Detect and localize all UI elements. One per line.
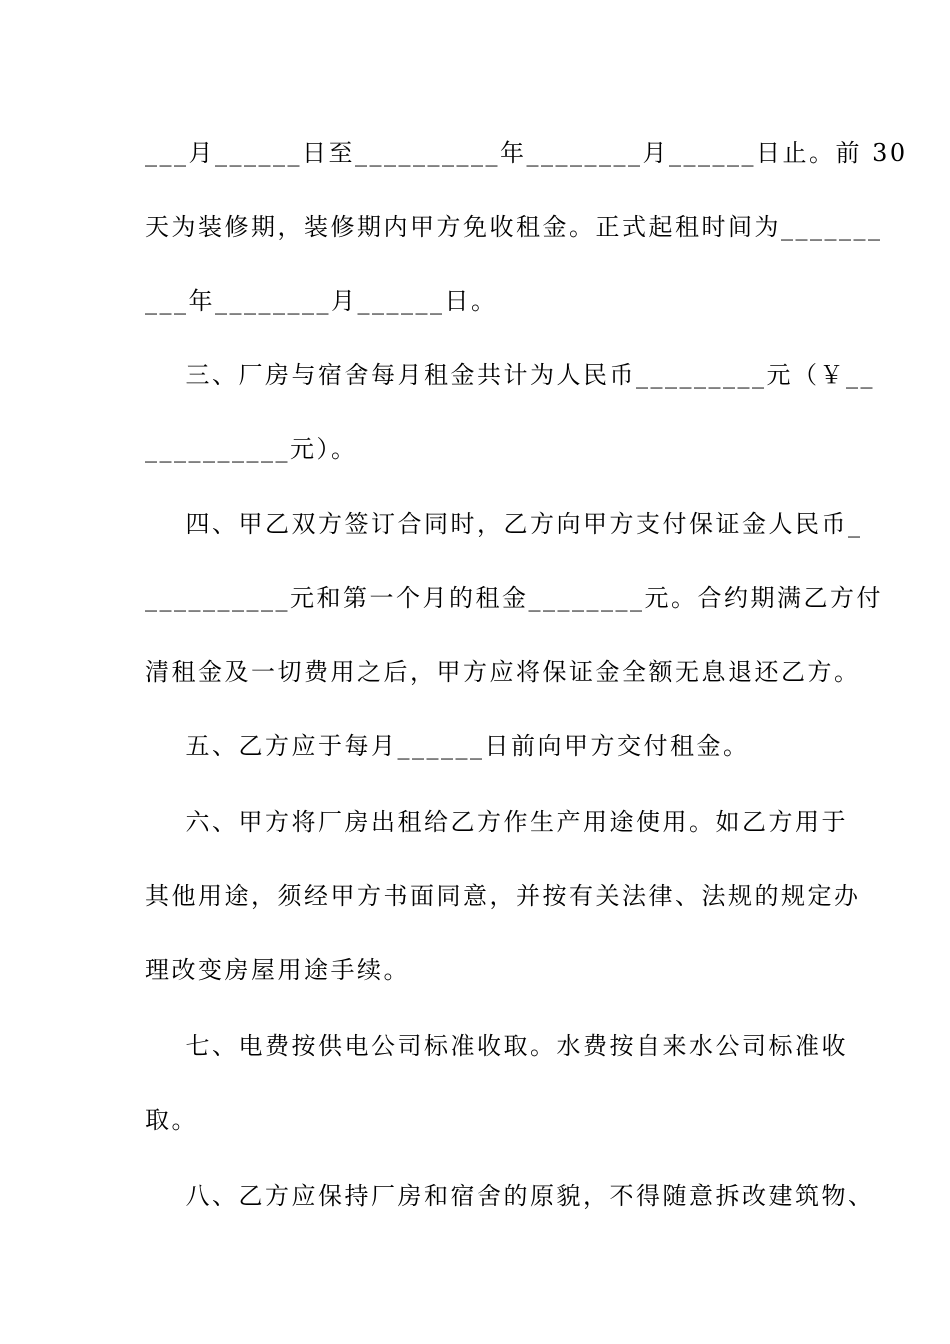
clause-4-line-1: 四、甲乙双方签订合同时，乙方向甲方支付保证金人民币_ [145,510,863,538]
clause-5-line-1: 五、乙方应于每月______日前向甲方交付租金。 [145,732,750,760]
text-line-1: ___月______日至__________年________月______日止。前 30 [145,139,908,167]
clause-3-line-2: __________元）。 [145,435,358,463]
clause-3-line-1: 三、厂房与宿舍每月租金共计为人民币_________元（￥__ [145,361,876,389]
clause-4-line-2: __________元和第一个月的租金________元。合约期满乙方付 [145,584,883,612]
clause-4-line-3: 清租金及一切费用之后，甲方应将保证金全额无息退还乙方。 [145,658,861,686]
clause-6-line-2: 其他用途，须经甲方书面同意，并按有关法律、法规的规定办 [145,882,861,910]
clause-7-line-2: 取。 [145,1106,198,1134]
clause-8-line-1: 八、乙方应保持厂房和宿舍的原貌，不得随意拆改建筑物、 [145,1182,875,1210]
text-line-2: 天为装修期，装修期内甲方免收租金。正式起租时间为_______ [145,213,883,241]
clause-6-line-1: 六、甲方将厂房出租给乙方作生产用途使用。如乙方用于 [145,808,849,836]
text-line-3: ___年________月______日。 [145,287,498,315]
clause-6-line-3: 理改变房屋用途手续。 [145,956,410,984]
clause-7-line-1: 七、电费按供电公司标准收取。水费按自来水公司标准收 [145,1032,849,1060]
